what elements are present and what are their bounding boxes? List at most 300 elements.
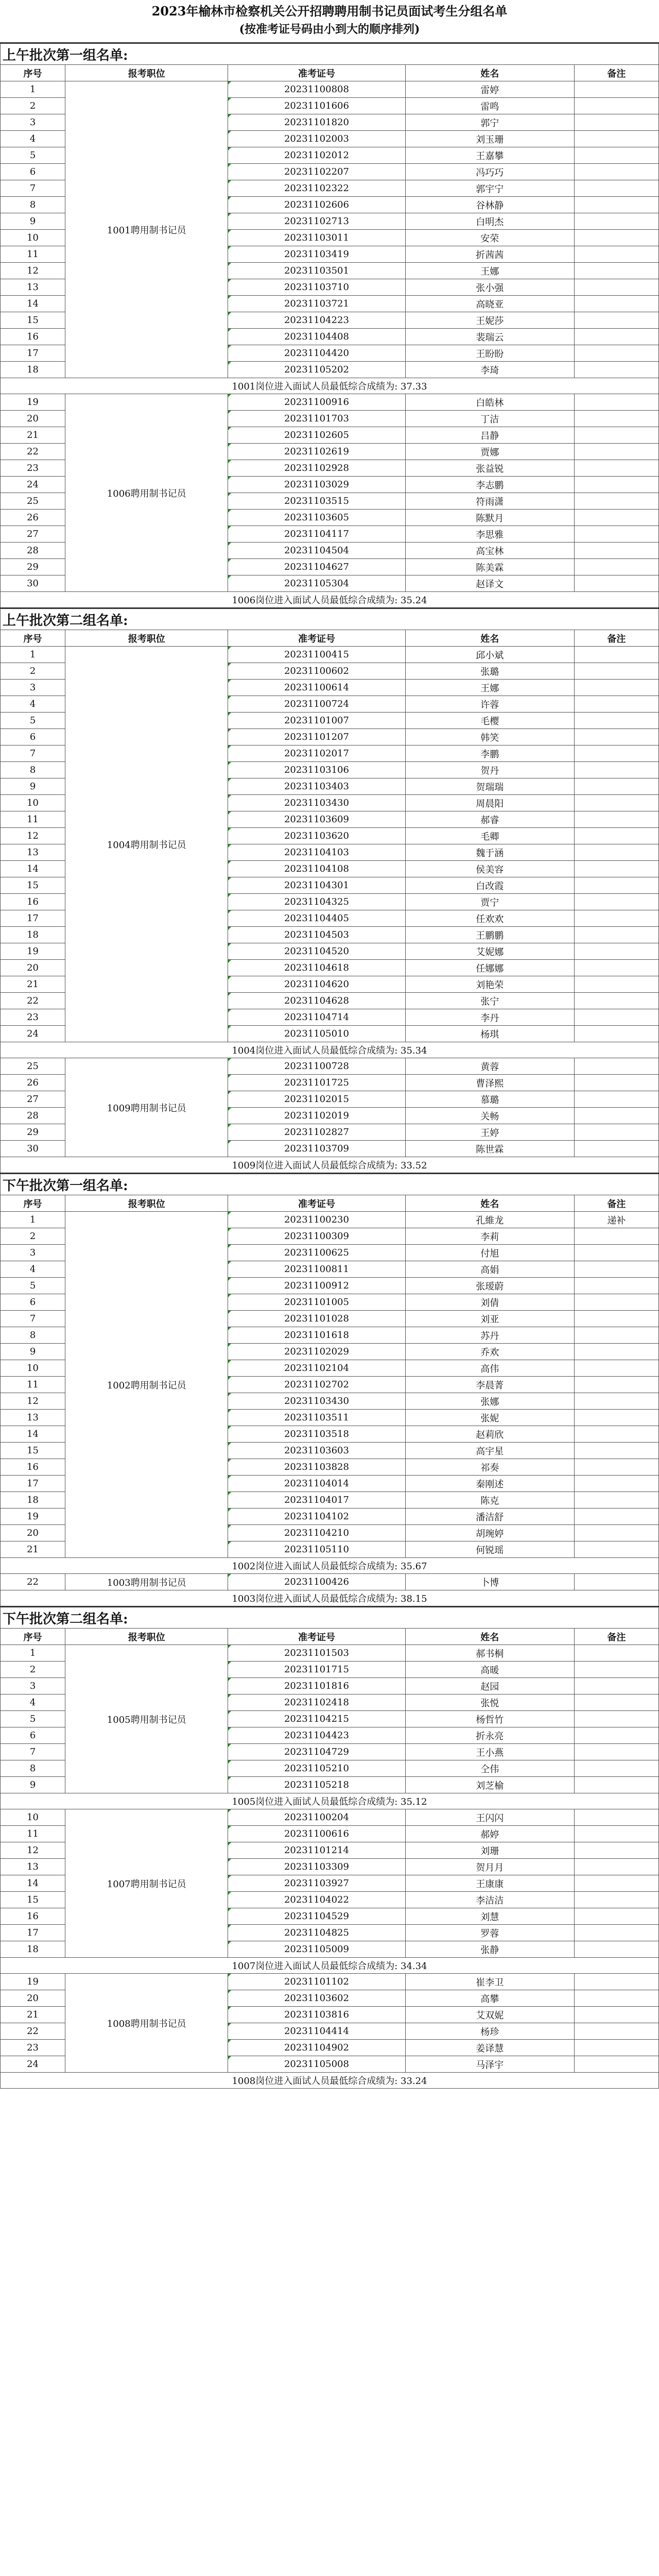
seq-cell: 22: [1, 444, 65, 460]
name-cell: 魏于涵: [405, 844, 574, 861]
name-cell: 郝书桐: [405, 1645, 574, 1662]
name-cell: 陈克: [405, 1492, 574, 1509]
name-cell: 陈美霖: [405, 559, 574, 575]
seq-cell: 24: [1, 477, 65, 493]
name-cell: 吕静: [405, 427, 574, 444]
min-score-row: [1, 378, 659, 394]
name-cell: 高宇星: [405, 1443, 574, 1459]
seq-cell: 20: [1, 411, 65, 427]
seq-cell: 8: [1, 197, 65, 213]
exam-no-cell: 20231103721: [228, 296, 405, 312]
min-score-note: 1007岗位进入面试人员最低综合成绩为: 34.34: [1, 1958, 659, 1974]
name-cell: 贾娜: [405, 444, 574, 460]
exam-no-cell: 20231104325: [228, 894, 405, 910]
seq-cell: 17: [1, 910, 65, 927]
table-header-row: [1, 65, 659, 81]
name-cell: 刘珊: [405, 1842, 574, 1859]
note-cell: [574, 713, 658, 729]
name-cell: 王娜: [405, 680, 574, 696]
name-cell: 付旭: [405, 1245, 574, 1261]
header-note: 备注: [574, 65, 658, 81]
name-cell: 王妮莎: [405, 312, 574, 329]
section-title-row: [1, 43, 659, 65]
table-row: [1, 1974, 659, 1990]
exam-no-cell: 20231103106: [228, 762, 405, 778]
seq-cell: 17: [1, 345, 65, 362]
seq-cell: 13: [1, 1859, 65, 1875]
name-cell: 赵莉欣: [405, 1426, 574, 1443]
seq-cell: 11: [1, 1377, 65, 1393]
exam-no-cell: 20231102104: [228, 1360, 405, 1377]
seq-cell: 19: [1, 943, 65, 960]
exam-no-cell: 20231103602: [228, 1990, 405, 2007]
name-cell: 毛卿: [405, 828, 574, 844]
exam-no-cell: 20231103605: [228, 510, 405, 526]
exam-no-cell: 20231101618: [228, 1327, 405, 1344]
note-cell: [574, 1509, 658, 1525]
seq-cell: 6: [1, 1727, 65, 1744]
note-cell: [574, 1541, 658, 1558]
seq-cell: 7: [1, 1744, 65, 1760]
seq-cell: 25: [1, 493, 65, 510]
seq-cell: 3: [1, 680, 65, 696]
exam-no-cell: 20231104729: [228, 1744, 405, 1760]
note-cell: [574, 1393, 658, 1410]
note-cell: [574, 2007, 658, 2023]
name-cell: 张静: [405, 1941, 574, 1958]
note-cell: [574, 844, 658, 861]
note-cell: [574, 279, 658, 296]
seq-cell: 24: [1, 2056, 65, 2073]
min-score-note: 1004岗位进入面试人员最低综合成绩为: 35.34: [1, 1042, 659, 1058]
note-cell: [574, 575, 658, 592]
seq-cell: 14: [1, 861, 65, 877]
seq-cell: 22: [1, 993, 65, 1009]
name-cell: 周晨阳: [405, 795, 574, 811]
header-seq: 序号: [1, 630, 65, 647]
exam-no-cell: 20231104215: [228, 1711, 405, 1727]
note-cell: [574, 795, 658, 811]
seq-cell: 7: [1, 180, 65, 197]
min-score-note: 1005岗位进入面试人员最低综合成绩为: 35.12: [1, 1793, 659, 1809]
exam-no-cell: 20231100916: [228, 394, 405, 411]
exam-no-cell: 20231104503: [228, 927, 405, 943]
name-cell: 仝伟: [405, 1760, 574, 1777]
seq-cell: 10: [1, 1360, 65, 1377]
exam-no-cell: 20231101715: [228, 1662, 405, 1678]
header-position: 报考职位: [65, 65, 228, 81]
note-cell: [574, 460, 658, 477]
position-cell: 1004聘用制书记员: [65, 647, 228, 1042]
section-title: 下午批次第一组名单:: [1, 1174, 659, 1195]
name-cell: 雷婷: [405, 81, 574, 98]
seq-cell: 16: [1, 894, 65, 910]
name-cell: 郭宇宁: [405, 180, 574, 197]
seq-cell: 21: [1, 427, 65, 444]
note-cell: [574, 493, 658, 510]
seq-cell: 1: [1, 81, 65, 98]
name-cell: 张娜: [405, 1393, 574, 1410]
note-cell: [574, 1009, 658, 1026]
exam-no-cell: 20231105210: [228, 1760, 405, 1777]
exam-no-cell: 20231102619: [228, 444, 405, 460]
exam-no-cell: 20231102827: [228, 1124, 405, 1141]
name-cell: 胡琬婷: [405, 1525, 574, 1541]
exam-no-cell: 20231104714: [228, 1009, 405, 1026]
note-cell: [574, 1711, 658, 1727]
name-cell: 白改霞: [405, 877, 574, 894]
exam-no-cell: 20231103403: [228, 778, 405, 795]
name-cell: 郝婷: [405, 1826, 574, 1842]
exam-no-cell: 20231104301: [228, 877, 405, 894]
exam-no-cell: 20231100912: [228, 1278, 405, 1294]
note-cell: [574, 98, 658, 114]
exam-no-cell: 20231100808: [228, 81, 405, 98]
exam-no-cell: 20231103419: [228, 246, 405, 263]
note-cell: [574, 312, 658, 329]
seq-cell: 12: [1, 1842, 65, 1859]
seq-cell: 11: [1, 246, 65, 263]
exam-no-cell: 20231103828: [228, 1459, 405, 1476]
note-cell: [574, 263, 658, 279]
exam-no-cell: 20231101005: [228, 1294, 405, 1311]
name-cell: 姜译慧: [405, 2040, 574, 2056]
name-cell: 李莉: [405, 1228, 574, 1245]
exam-no-cell: 20231102928: [228, 460, 405, 477]
exam-no-cell: 20231102029: [228, 1344, 405, 1360]
seq-cell: 6: [1, 729, 65, 745]
note-cell: [574, 180, 658, 197]
note-cell: [574, 477, 658, 493]
note-cell: [574, 894, 658, 910]
exam-no-cell: 20231104102: [228, 1509, 405, 1525]
roster-table: [0, 42, 659, 2089]
name-cell: 郭宁: [405, 114, 574, 131]
exam-no-cell: 20231101703: [228, 411, 405, 427]
note-cell: [574, 1476, 658, 1492]
name-cell: 王婷: [405, 1124, 574, 1141]
note-cell: [574, 1278, 658, 1294]
seq-cell: 26: [1, 510, 65, 526]
note-cell: [574, 1974, 658, 1990]
name-cell: 罗蓉: [405, 1925, 574, 1941]
position-cell: 1002聘用制书记员: [65, 1212, 228, 1558]
note-cell: [574, 1294, 658, 1311]
note-cell: [574, 526, 658, 543]
name-cell: 乔欢: [405, 1344, 574, 1360]
note-cell: [574, 543, 658, 559]
name-cell: 陈世霖: [405, 1141, 574, 1157]
exam-no-cell: 20231101214: [228, 1842, 405, 1859]
exam-no-cell: 20231102605: [228, 427, 405, 444]
seq-cell: 6: [1, 164, 65, 180]
min-score-row: [1, 1157, 659, 1174]
seq-cell: 6: [1, 1294, 65, 1311]
name-cell: 王嘉攀: [405, 147, 574, 164]
note-cell: [574, 927, 658, 943]
exam-no-cell: 20231104408: [228, 329, 405, 345]
note-cell: [574, 147, 658, 164]
name-cell: 李洁洁: [405, 1892, 574, 1908]
name-cell: 杨琪: [405, 1026, 574, 1042]
note-cell: [574, 1311, 658, 1327]
seq-cell: 2: [1, 98, 65, 114]
seq-cell: 22: [1, 2023, 65, 2040]
note-cell: [574, 1108, 658, 1124]
note-cell: [574, 1892, 658, 1908]
exam-no-cell: 20231105009: [228, 1941, 405, 1958]
exam-no-cell: 20231101503: [228, 1645, 405, 1662]
name-cell: 丁洁: [405, 411, 574, 427]
exam-no-cell: 20231104420: [228, 345, 405, 362]
seq-cell: 21: [1, 1541, 65, 1558]
exam-no-cell: 20231104529: [228, 1908, 405, 1925]
name-cell: 杨珍: [405, 2023, 574, 2040]
exam-no-cell: 20231103709: [228, 1141, 405, 1157]
exam-no-cell: 20231103710: [228, 279, 405, 296]
name-cell: 毛樱: [405, 713, 574, 729]
name-cell: 刘艳荣: [405, 976, 574, 993]
note-cell: [574, 663, 658, 680]
exam-no-cell: 20231104022: [228, 1892, 405, 1908]
note-cell: [574, 1662, 658, 1678]
exam-no-cell: 20231101816: [228, 1678, 405, 1694]
note-cell: [574, 1525, 658, 1541]
exam-no-cell: 20231104627: [228, 559, 405, 575]
seq-cell: 27: [1, 1091, 65, 1108]
note-cell: [574, 680, 658, 696]
seq-cell: 2: [1, 1662, 65, 1678]
table-row: [1, 1058, 659, 1075]
note-cell: [574, 559, 658, 575]
exam-no-cell: 20231105110: [228, 1541, 405, 1558]
seq-cell: 5: [1, 1278, 65, 1294]
seq-cell: 21: [1, 976, 65, 993]
position-cell: 1003聘用制书记员: [65, 1574, 228, 1590]
note-cell: [574, 444, 658, 460]
note-cell: [574, 1744, 658, 1760]
seq-cell: 15: [1, 312, 65, 329]
seq-cell: 28: [1, 543, 65, 559]
note-cell: [574, 1141, 658, 1157]
seq-cell: 16: [1, 1459, 65, 1476]
name-cell: 雷鸣: [405, 98, 574, 114]
exam-no-cell: 20231102713: [228, 213, 405, 230]
seq-cell: 2: [1, 663, 65, 680]
name-cell: 艾双妮: [405, 2007, 574, 2023]
note-cell: [574, 296, 658, 312]
header-note: 备注: [574, 1195, 658, 1212]
table-row: [1, 647, 659, 663]
seq-cell: 11: [1, 1826, 65, 1842]
exam-no-cell: 20231104520: [228, 943, 405, 960]
note-cell: [574, 427, 658, 444]
seq-cell: 14: [1, 1426, 65, 1443]
name-cell: 白明杰: [405, 213, 574, 230]
name-cell: 任欢欢: [405, 910, 574, 927]
exam-no-cell: 20231100230: [228, 1212, 405, 1228]
note-cell: [574, 960, 658, 976]
header-note: 备注: [574, 1629, 658, 1645]
name-cell: 刘慧: [405, 1908, 574, 1925]
section-title-row: [1, 1174, 659, 1195]
note-cell: [574, 164, 658, 180]
exam-no-cell: 20231104628: [228, 993, 405, 1009]
name-cell: 马泽宇: [405, 2056, 574, 2073]
name-cell: 刘倩: [405, 1294, 574, 1311]
seq-cell: 15: [1, 877, 65, 894]
table-row: [1, 1645, 659, 1662]
note-cell: [574, 1727, 658, 1744]
exam-no-cell: 20231103511: [228, 1410, 405, 1426]
seq-cell: 27: [1, 526, 65, 543]
seq-cell: 13: [1, 1410, 65, 1426]
seq-cell: 12: [1, 828, 65, 844]
note-cell: [574, 1075, 658, 1091]
table-row: [1, 1212, 659, 1228]
exam-no-cell: 20231101606: [228, 98, 405, 114]
note-cell: [574, 1360, 658, 1377]
header-name: 姓名: [405, 1195, 574, 1212]
note-cell: [574, 1941, 658, 1958]
exam-no-cell: 20231104210: [228, 1525, 405, 1541]
name-cell: 艾妮娜: [405, 943, 574, 960]
name-cell: 任娜娜: [405, 960, 574, 976]
note-cell: [574, 1026, 658, 1042]
exam-no-cell: 20231104405: [228, 910, 405, 927]
document-subtitle: (按准考证号码由小到大的顺序排列): [239, 23, 420, 36]
seq-cell: 21: [1, 2007, 65, 2023]
name-cell: 王康康: [405, 1875, 574, 1892]
seq-cell: 8: [1, 1760, 65, 1777]
note-cell: [574, 1228, 658, 1245]
min-score-row: [1, 2073, 659, 2089]
name-cell: 王盼盼: [405, 345, 574, 362]
note-cell: [574, 861, 658, 877]
note-cell: [574, 762, 658, 778]
note-cell: [574, 1091, 658, 1108]
name-cell: 赵译文: [405, 575, 574, 592]
exam-no-cell: 20231101725: [228, 1075, 405, 1091]
note-cell: [574, 246, 658, 263]
min-score-note: 1008岗位进入面试人员最低综合成绩为: 33.24: [1, 2073, 659, 2089]
seq-cell: 12: [1, 1393, 65, 1410]
exam-no-cell: 20231102702: [228, 1377, 405, 1393]
name-cell: 苏丹: [405, 1327, 574, 1344]
exam-no-cell: 20231105010: [228, 1026, 405, 1042]
exam-no-cell: 20231104902: [228, 2040, 405, 2056]
roster-body: [1, 43, 659, 2089]
seq-cell: 17: [1, 1925, 65, 1941]
note-cell: [574, 696, 658, 713]
name-cell: 李志鹏: [405, 477, 574, 493]
exam-no-cell: 20231102606: [228, 197, 405, 213]
seq-cell: 30: [1, 575, 65, 592]
seq-cell: 4: [1, 696, 65, 713]
seq-cell: 26: [1, 1075, 65, 1091]
note-cell: [574, 1908, 658, 1925]
note-cell: [574, 1694, 658, 1711]
note-cell: [574, 1058, 658, 1075]
name-cell: 赵园: [405, 1678, 574, 1694]
seq-cell: 8: [1, 1327, 65, 1344]
exam-no-cell: 20231100204: [228, 1809, 405, 1826]
seq-cell: 10: [1, 230, 65, 246]
note-cell: [574, 1459, 658, 1476]
position-cell: 1007聘用制书记员: [65, 1809, 228, 1958]
exam-no-cell: 20231104504: [228, 543, 405, 559]
name-cell: 王鹏鹏: [405, 927, 574, 943]
header-seq: 序号: [1, 1629, 65, 1645]
seq-cell: 20: [1, 1525, 65, 1541]
seq-cell: 5: [1, 713, 65, 729]
seq-cell: 15: [1, 1892, 65, 1908]
exam-no-cell: 20231103011: [228, 230, 405, 246]
name-cell: 张妮: [405, 1410, 574, 1426]
note-cell: [574, 811, 658, 828]
note-cell: [574, 1777, 658, 1793]
header-name: 姓名: [405, 630, 574, 647]
name-cell: 韩笑: [405, 729, 574, 745]
note-cell: [574, 394, 658, 411]
header-name: 姓名: [405, 65, 574, 81]
min-score-note: 1009岗位进入面试人员最低综合成绩为: 33.52: [1, 1157, 659, 1174]
seq-cell: 23: [1, 2040, 65, 2056]
header-position: 报考职位: [65, 1195, 228, 1212]
exam-no-cell: 20231100728: [228, 1058, 405, 1075]
seq-cell: 18: [1, 927, 65, 943]
table-row: [1, 1574, 659, 1590]
seq-cell: 1: [1, 1212, 65, 1228]
seq-cell: 23: [1, 460, 65, 477]
seq-cell: 22: [1, 1574, 65, 1590]
document-title: 2023年榆林市检察机关公开招聘聘用制书记员面试考生分组名单: [151, 4, 508, 19]
note-cell: [574, 1410, 658, 1426]
seq-cell: 3: [1, 114, 65, 131]
name-cell: 谷林静: [405, 197, 574, 213]
seq-cell: 8: [1, 762, 65, 778]
name-cell: 裴瑞云: [405, 329, 574, 345]
exam-no-cell: 20231103620: [228, 828, 405, 844]
exam-no-cell: 20231103518: [228, 1426, 405, 1443]
exam-no-cell: 20231102418: [228, 1694, 405, 1711]
note-cell: [574, 1842, 658, 1859]
exam-no-cell: 20231100614: [228, 680, 405, 696]
note-cell: [574, 329, 658, 345]
min-score-row: [1, 592, 659, 608]
name-cell: 张璐: [405, 663, 574, 680]
name-cell: 高宝林: [405, 543, 574, 559]
note-cell: [574, 1344, 658, 1360]
seq-cell: 19: [1, 394, 65, 411]
header-note: 备注: [574, 630, 658, 647]
name-cell: 卜博: [405, 1574, 574, 1590]
exam-no-cell: 20231102207: [228, 164, 405, 180]
exam-no-cell: 20231104825: [228, 1925, 405, 1941]
seq-cell: 5: [1, 147, 65, 164]
name-cell: 贺瑞瑞: [405, 778, 574, 795]
name-cell: 高娟: [405, 1261, 574, 1278]
seq-cell: 9: [1, 1344, 65, 1360]
name-cell: 秦刚述: [405, 1476, 574, 1492]
exam-no-cell: 20231102322: [228, 180, 405, 197]
min-score-row: [1, 1558, 659, 1574]
name-cell: 慕璐: [405, 1091, 574, 1108]
seq-cell: 9: [1, 213, 65, 230]
exam-no-cell: 20231102012: [228, 147, 405, 164]
seq-cell: 9: [1, 778, 65, 795]
name-cell: 张瑷蔚: [405, 1278, 574, 1294]
